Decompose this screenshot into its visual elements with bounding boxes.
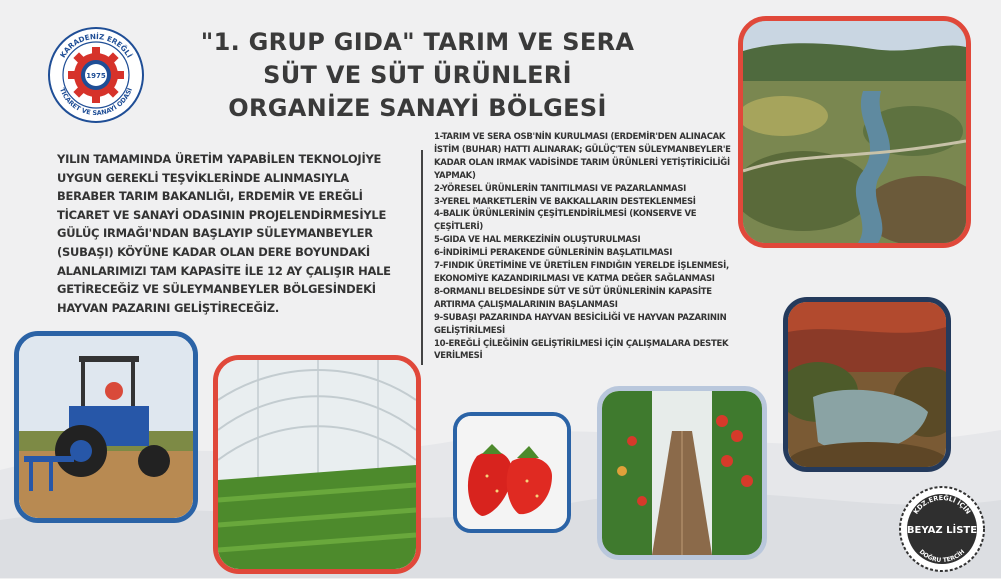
tomato-greenhouse-photo <box>597 386 767 560</box>
list-item: 5-GIDA VE HAL MERKEZİNİN OLUŞTURULMASI <box>434 235 641 246</box>
list-item: 6-İNDİRİMLİ PERAKENDE GÜNLERİNİN BAŞLATILMASI <box>434 248 673 259</box>
tractor-photo <box>14 331 198 523</box>
lake-photo <box>783 297 951 472</box>
badge-bottom-text: DOĞRU TERCİH <box>917 548 967 565</box>
logo-ring-bottom-text: TİCARET VE SANAYİ ODASI <box>57 86 135 118</box>
greenhouse-photo <box>213 355 421 574</box>
title-line-2: SÜT VE SÜT ÜRÜNLERİ <box>263 61 572 89</box>
list-item: 1-TARIM VE SERA OSB'NİN KURULMASI (ERDEMİR'DEN ALINACAK İSTİM (BUHAR) HATTI ALINARAK; GÜLÜÇ'TEN SÜLEYMANBEYLER'E KADAR OLAN IRMAK VADİSİNDE TARIM ÜRÜNLERİ YETİŞTİRİCİLİĞİ YAPMAK) <box>434 132 731 181</box>
strawberries-photo <box>453 412 571 533</box>
list-item: 10-EREĞLİ ÇİLEĞİNİN GELİŞTİRİLMESİ İÇİN ÇALIŞMALARA DESTEK VERİLMESİ <box>434 338 729 362</box>
logo-year: 1975 <box>86 72 106 80</box>
river-valley-photo <box>738 16 971 248</box>
list-item: 8-ORMANLI BELDESİNDE SÜT VE SÜT ÜRÜNLERİNİN KAPASİTE ARTIRMA ÇALIŞMALARININ BAŞLANMASI <box>434 286 712 310</box>
title-line-3: ORGANİZE SANAYİ BÖLGESİ <box>228 94 607 122</box>
page-title <box>180 26 655 125</box>
white-list-badge <box>897 484 987 574</box>
logo-ring-top-text: KARADENİZ EREĞLİ <box>58 31 134 60</box>
list-item: 3-YEREL MARKETLERİN VE BAKKALLARIN DESTEKLENMESİ <box>434 196 696 207</box>
list-item: 9-SUBAŞI PAZARINDA HAYVAN BESİCİLİĞİ VE HAYVAN PAZARININ GELİŞTİRİLMESİ <box>434 312 727 336</box>
column-divider <box>421 150 423 365</box>
goals-list <box>434 131 746 363</box>
title-line-1: "1. GRUP GIDA" TARIM VE SERA <box>200 28 635 56</box>
badge-top-text: KDZ.EREĞLİ İÇİN <box>911 493 973 516</box>
chamber-logo <box>46 25 146 125</box>
list-item: 7-FINDIK ÜRETİMİNE VE ÜRETİLEN FINDIĞIN YERELDE İŞLENMESİ, EKONOMİYE KAZANDIRILMASI VE KATMA DEĞER SAĞLANMASI <box>434 261 729 284</box>
intro-paragraph: YILIN TAMAMINDA ÜRETİM YAPABİLEN TEKNOLOJİYE UYGUN GEREKLİ TEŞVİKLERİNDE ALINMASIYLA BERABER TARIM BAKANLIĞI, ERDEMİR VE EREĞLİ TİCARET VE SANAYİ ODASININ PROJELENDİRMESİYLE GÜLÜÇ IRMAĞI'NDAN BAŞLAYIP SÜLEYMANBEYLER (SUBAŞI) KÖYÜNE KADAR OLAN DERE BOYUNDAKİ ALANLARIMIZI TAM KAPASİTE İLE 12 AY ÇALIŞIR HALE GETİRECEĞİZ VE SÜLEYMANBEYLER BÖLGESİNDEKİ HAYVAN PAZARINI GELİŞTİRECEĞİZ. <box>57 152 391 315</box>
list-item: 4-BALIK ÜRÜNLERİNİN ÇEŞİTLENDİRİLMESİ (KONSERVE VE ÇEŞİTLERİ) <box>434 209 697 233</box>
badge-main-text: BEYAZ LİSTE <box>906 525 978 536</box>
list-item: 2-YÖRESEL ÜRÜNLERİN TANITILMASI VE PAZARLANMASI <box>434 183 687 194</box>
